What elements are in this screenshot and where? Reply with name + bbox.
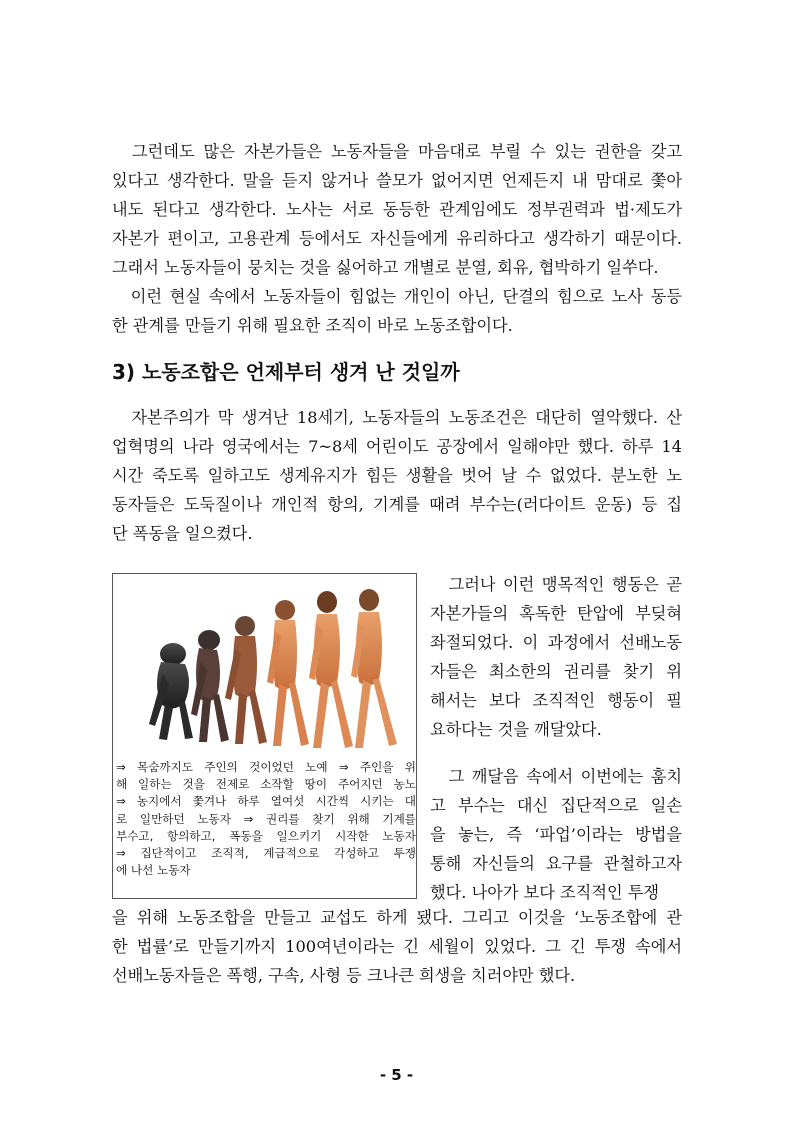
text-line: 선배노동자들은 폭행, 구속, 사형 등 크나큰 희생을 치러야만 했다. (112, 966, 576, 985)
text-line: 자본주의가 막 생겨난 18세기, 노동자들의 노동조건은 대단히 열악했다. 산 (112, 408, 682, 427)
hominid-figure (225, 616, 267, 744)
text-line: 요하다는 것을 깨달았다. (430, 720, 602, 739)
text-line: 자본가들의 혹독한 탄압에 부딪혀 (430, 604, 682, 623)
figure-caption (116, 759, 416, 879)
text-line: 시간 죽도록 일하고도 생계유지가 힘든 생활을 벗어 날 수 없었다. 분노한 노 (112, 466, 682, 485)
paragraph-capitalists (112, 137, 682, 282)
caption-line: 로 일만하던 노동자 ⇒ 권리를 찾기 위해 기계를 (116, 811, 416, 826)
text-line: 을 위해 노동조합을 만들고 교섭도 하게 됐다. 그리고 이것을 ‘노동조합에 관 (112, 908, 682, 927)
text-line: 동자들은 도둑질이나 개인적 항의, 기계를 때려 부수는(러다이트 운동) 등 집 (112, 495, 682, 514)
caption-line: ⇒ 농지에서 쫓겨나 하루 열여섯 시간씩 시키는 대 (116, 794, 416, 809)
text-line: 그러나 이런 맹목적인 행동은 곧 (430, 575, 682, 594)
text-line: 해서는 보다 조직적인 행동이 필 (430, 691, 682, 710)
evolution-illustration (113, 574, 416, 759)
text-line: 업혁명의 나라 영국에서는 7~8세 어린이도 공장에서 일해야만 했다. 하루 14 (112, 437, 682, 456)
paragraph-labor-law (112, 903, 682, 990)
human-figure (309, 591, 353, 748)
text-line: 있다고 생각한다. 말을 듣지 않거나 쓸모가 없어지면 언제든지 내 맘대로 쫓아 (112, 171, 682, 190)
text-line: 단 폭동을 일으켰다. (112, 524, 253, 543)
text-line: 그 깨달음 속에서 이번에는 훔치 (430, 767, 682, 786)
caption-line: ⇒ 집단적이고 조직적, 계급적으로 각성하고 투쟁 (116, 846, 416, 861)
text-line: 통해 자신들의 요구를 관철하고자 (430, 854, 682, 873)
paragraph-strike (430, 762, 682, 907)
evolution-figure (112, 573, 417, 899)
text-line: 한 법률’로 만들기까지 100여년이라는 긴 세월이 있었다. 그 긴 투쟁 속에서 (112, 937, 682, 956)
paragraph-suppression (430, 570, 682, 744)
text-line: 을 놓는, 즉 ‘파업’이라는 방법을 (430, 825, 682, 844)
caption-line: 부수고, 항의하고, 폭동을 일으키기 시작한 노동자 (116, 828, 416, 843)
text-line: 그래서 노동자들이 뭉치는 것을 싫어하고 개별로 분열, 회유, 협박하기 일쑤다. (112, 258, 659, 277)
caption-line: ⇒ 목숨까지도 주인의 것이었던 노예 ⇒ 주인을 위 (116, 760, 416, 774)
page-number: - 5 - (379, 1066, 414, 1084)
text-line: 좌절되었다. 이 과정에서 선배노동 (430, 633, 682, 652)
text-line: 고 부수는 대신 집단적으로 일손 (430, 796, 682, 815)
ape-figure (149, 643, 193, 740)
paragraph-union-definition (112, 282, 682, 340)
text-line: 그런데도 많은 자본가들은 노동자들을 마음대로 부릴 수 있는 권한을 갖고 (112, 142, 682, 161)
modern-human-figure (351, 589, 397, 748)
caption-line: 에 나선 노동자 (116, 863, 191, 878)
text-line: 이런 현실 속에서 노동자들이 힘없는 개인이 아닌, 단결의 힘으로 노사 동등 (112, 287, 682, 306)
section-heading: 3) 노동조합은 언제부터 생겨 난 것일까 (112, 360, 460, 384)
early-human-figure (267, 600, 309, 746)
text-line: 자들은 최소한의 권리를 찾기 위 (430, 662, 682, 681)
caption-line: 해 일하는 것을 전제로 소작할 땅이 주어지던 농노 (116, 777, 416, 792)
early-hominid-figure (191, 630, 229, 742)
paragraph-18th-century (112, 403, 682, 548)
text-line: 자본가 편이고, 고용관계 등에서도 자신들에게 유리하다고 생각하기 때문이다. (112, 229, 682, 248)
text-line: 내도 된다고 생각한다. 노사는 서로 동등한 관계임에도 정부권력과 법·제도가 (112, 200, 682, 219)
text-line: 했다. 나아가 보다 조직적인 투쟁 (430, 883, 660, 902)
text-line: 한 관계를 만들기 위해 필요한 조직이 바로 노동조합이다. (112, 316, 513, 335)
